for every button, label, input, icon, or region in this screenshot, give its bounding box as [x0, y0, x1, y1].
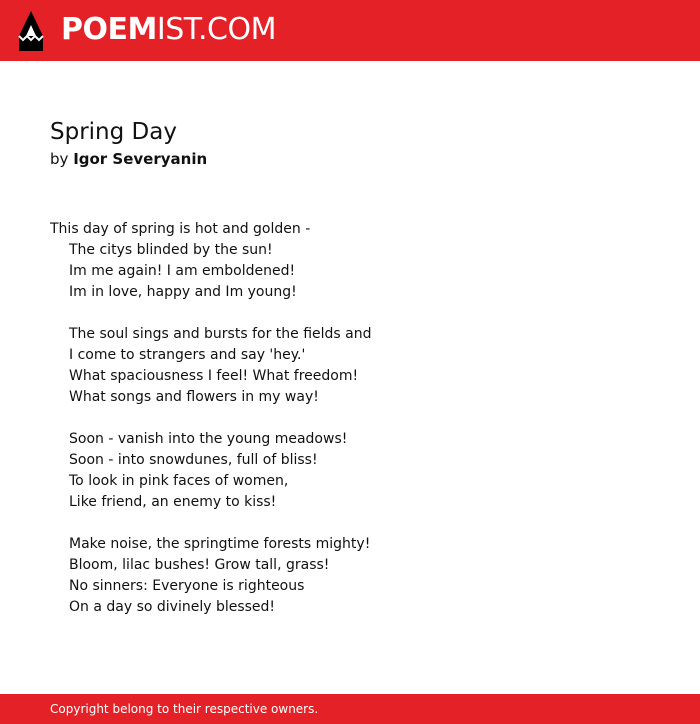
poem-line: Make noise, the springtime forests mighty!: [69, 536, 371, 552]
site-header: [0, 0, 700, 61]
logo-light-text: IST.COM: [156, 12, 276, 47]
stanza: [50, 534, 650, 618]
pencil-icon: [18, 10, 44, 52]
poem-line: Im me again! I am emboldened!: [69, 263, 296, 279]
poem-line: On a day so divinely blessed!: [69, 599, 276, 615]
poem-line: No sinners: Everyone is righteous: [69, 578, 305, 594]
poem-line: To look in pink faces of women,: [69, 473, 289, 489]
poem-line: I come to strangers and say 'hey.': [69, 347, 306, 363]
byline: [50, 149, 207, 169]
poem-title: Spring Day: [50, 119, 177, 145]
poem-line: This day of spring is hot and golden -: [50, 221, 311, 237]
poem-body: [50, 219, 650, 639]
poem-line: Im in love, happy and Im young!: [69, 284, 297, 300]
site-logo-link[interactable]: [61, 10, 276, 50]
poem-line: Soon - vanish into the young meadows!: [69, 431, 348, 447]
logo-bold-text: POEM: [61, 12, 157, 47]
stanza: [50, 219, 650, 303]
stanza: [50, 324, 650, 408]
poem-line: The citys blinded by the sun!: [69, 242, 273, 258]
poem-line: The soul sings and bursts for the fields and: [69, 326, 372, 342]
poem-line: Like friend, an enemy to kiss!: [69, 494, 277, 510]
copyright-text: Copyright belong to their respective owners.: [50, 702, 319, 716]
poem-line: Bloom, lilac bushes! Grow tall, grass!: [69, 557, 330, 573]
poem-line: What spaciousness I feel! What freedom!: [69, 368, 359, 384]
stanza: [50, 429, 650, 513]
poem-line: Soon - into snowdunes, full of bliss!: [69, 452, 318, 468]
author-name: Igor Severyanin: [73, 150, 208, 168]
by-prefix: by: [50, 150, 69, 168]
site-footer: [0, 694, 700, 724]
poem-line: What songs and flowers in my way!: [69, 389, 319, 405]
